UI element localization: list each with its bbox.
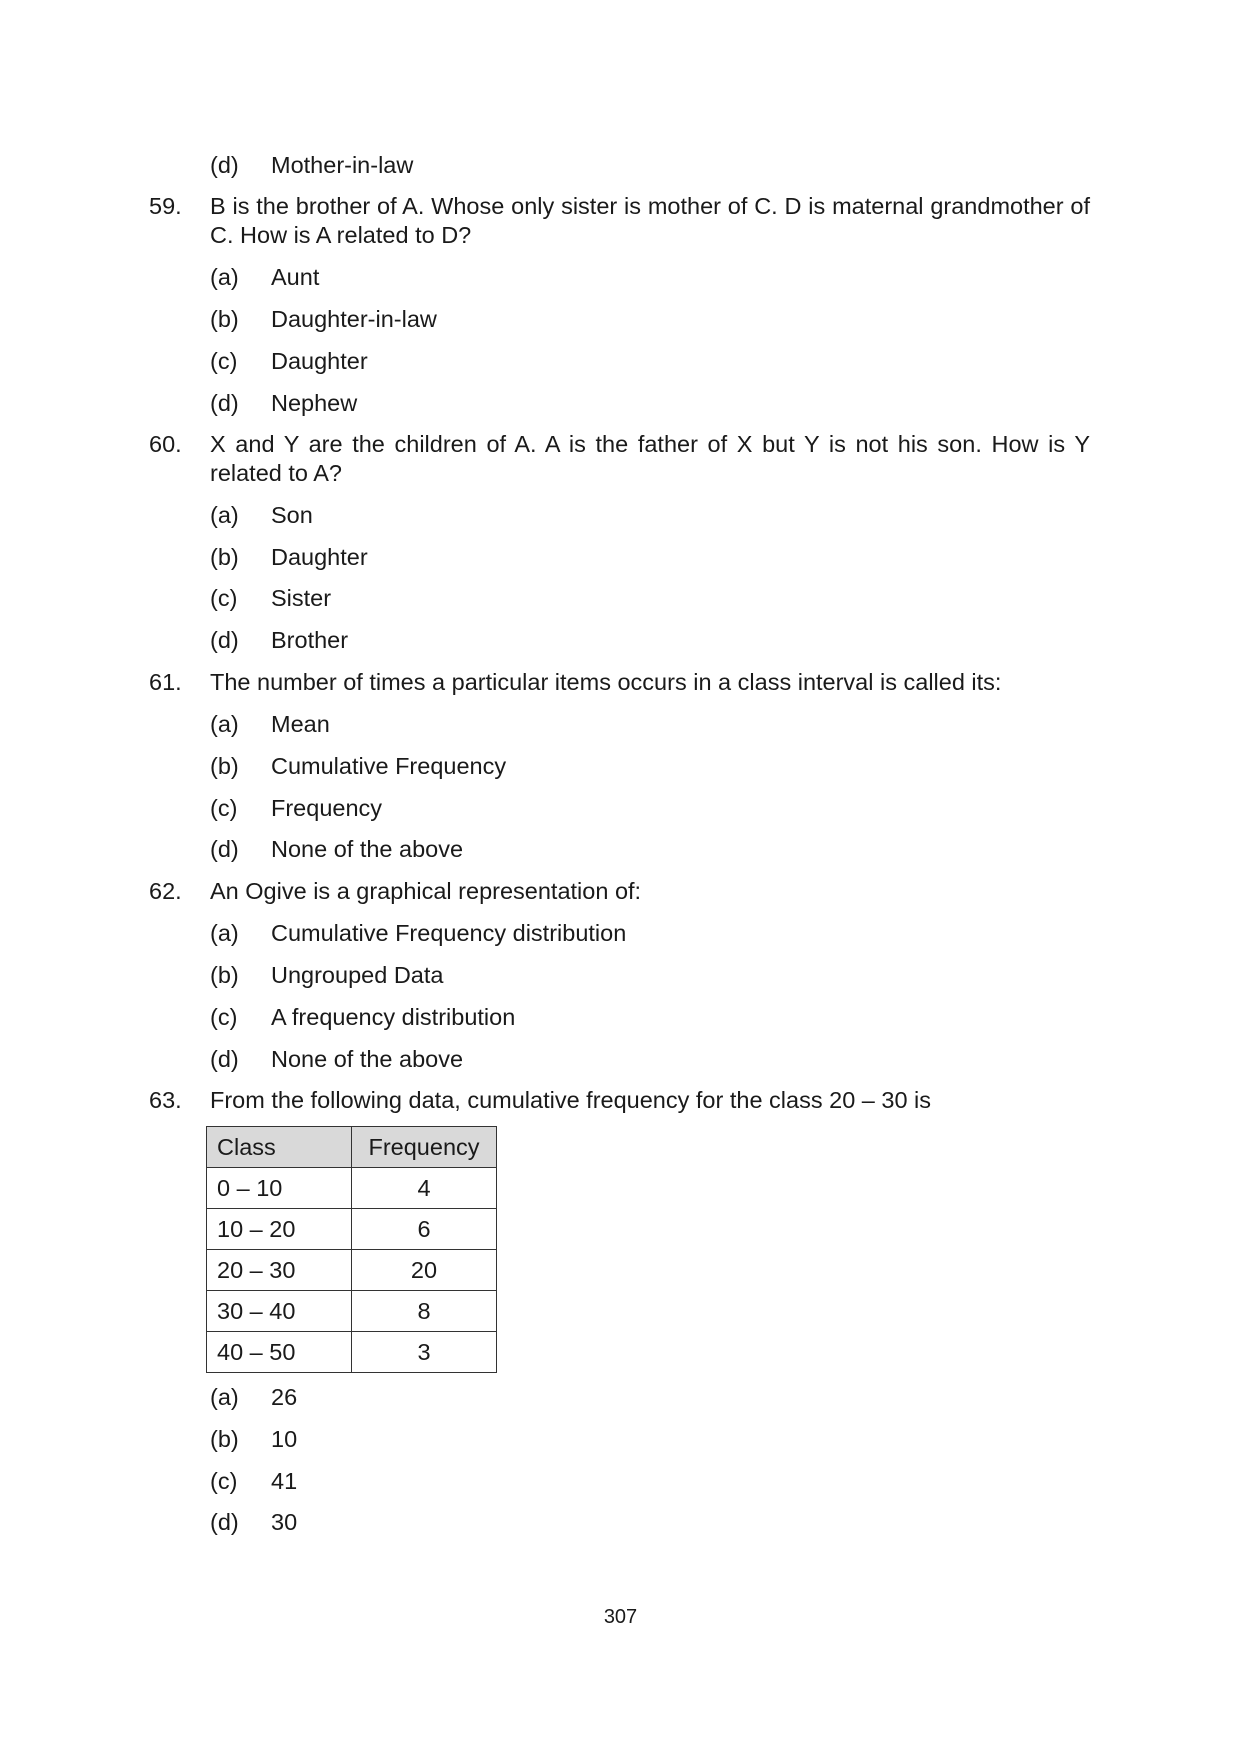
option-text: Nephew — [271, 390, 358, 416]
option-text: Sister — [271, 585, 332, 611]
option-label: (c) — [210, 795, 238, 821]
frequency-cell: 6 — [352, 1209, 497, 1250]
option-label: (b) — [210, 1426, 239, 1452]
frequency-cell: 3 — [352, 1332, 497, 1373]
option-label: (a) — [210, 1384, 239, 1410]
option-text: None of the above — [271, 1046, 464, 1072]
option-label: (d) — [210, 1509, 239, 1535]
class-cell: 10 – 20 — [207, 1209, 352, 1250]
question-number: 60. — [149, 431, 182, 457]
option-label: (c) — [210, 585, 238, 611]
option-text: Mean — [271, 711, 330, 737]
frequency-table — [206, 1126, 497, 1373]
question-number: 63. — [149, 1087, 182, 1113]
option-text: Daughter — [271, 544, 368, 570]
option-label: (c) — [210, 1004, 238, 1030]
question-text: B is the brother of A. Whose only sister is mother of C. D is maternal grandmother of C. How is A related to D? — [210, 193, 1090, 248]
option-text: Son — [271, 502, 313, 528]
question-number: 61. — [149, 669, 182, 695]
option-label: (d) — [210, 390, 239, 416]
option-text: Frequency — [271, 795, 383, 821]
option-label: (b) — [210, 753, 239, 779]
option-text: Cumulative Frequency distribution — [271, 920, 627, 946]
question-number: 59. — [149, 193, 182, 219]
option-text: 41 — [271, 1468, 298, 1494]
class-cell: 20 – 30 — [207, 1250, 352, 1291]
option-text: Aunt — [271, 264, 320, 290]
table-row — [207, 1250, 497, 1291]
option-label: (b) — [210, 306, 239, 332]
option-label: (d) — [210, 836, 239, 862]
class-cell: 30 – 40 — [207, 1291, 352, 1332]
option-text: Ungrouped Data — [271, 962, 444, 988]
option-text: Daughter — [271, 348, 368, 374]
table-header-row — [207, 1127, 497, 1168]
option-text: 10 — [271, 1426, 298, 1452]
option-text: Daughter-in-law — [271, 306, 437, 332]
option-label: (a) — [210, 264, 239, 290]
question-number: 62. — [149, 878, 182, 904]
question-text: The number of times a particular items occurs in a class interval is called its: — [210, 669, 1002, 695]
class-cell: 0 – 10 — [207, 1168, 352, 1209]
column-header-frequency: Frequency — [352, 1127, 497, 1168]
option-label: (c) — [210, 1468, 238, 1494]
option-label: (b) — [210, 962, 239, 988]
option-text: Brother — [271, 627, 349, 653]
question-text: From the following data, cumulative frequency for the class 20 – 30 is — [210, 1087, 932, 1113]
option-label: (d) — [210, 627, 239, 653]
option-label: (d) — [210, 1046, 239, 1072]
page-number: 307 — [603, 1606, 638, 1628]
option-label: (b) — [210, 544, 239, 570]
option-text: Cumulative Frequency — [271, 753, 507, 779]
class-cell: 40 – 50 — [207, 1332, 352, 1373]
option-label: (d) — [210, 152, 239, 178]
option-label: (c) — [210, 348, 238, 374]
option-text: Mother-in-law — [271, 152, 414, 178]
option-text: 30 — [271, 1509, 298, 1535]
table-row — [207, 1332, 497, 1373]
option-text: 26 — [271, 1384, 298, 1410]
option-label: (a) — [210, 920, 239, 946]
table-row — [207, 1168, 497, 1209]
table-row — [207, 1291, 497, 1332]
question-text: X and Y are the children of A. A is the father of X but Y is not his son. How is Y related to A? — [210, 431, 1090, 486]
frequency-cell: 20 — [352, 1250, 497, 1291]
option-label: (a) — [210, 711, 239, 737]
column-header-class: Class — [207, 1127, 352, 1168]
table-row — [207, 1209, 497, 1250]
option-text: None of the above — [271, 836, 464, 862]
question-text: An Ogive is a graphical representation of: — [210, 878, 642, 904]
option-text: A frequency distribution — [271, 1004, 516, 1030]
frequency-cell: 8 — [352, 1291, 497, 1332]
option-label: (a) — [210, 502, 239, 528]
frequency-cell: 4 — [352, 1168, 497, 1209]
